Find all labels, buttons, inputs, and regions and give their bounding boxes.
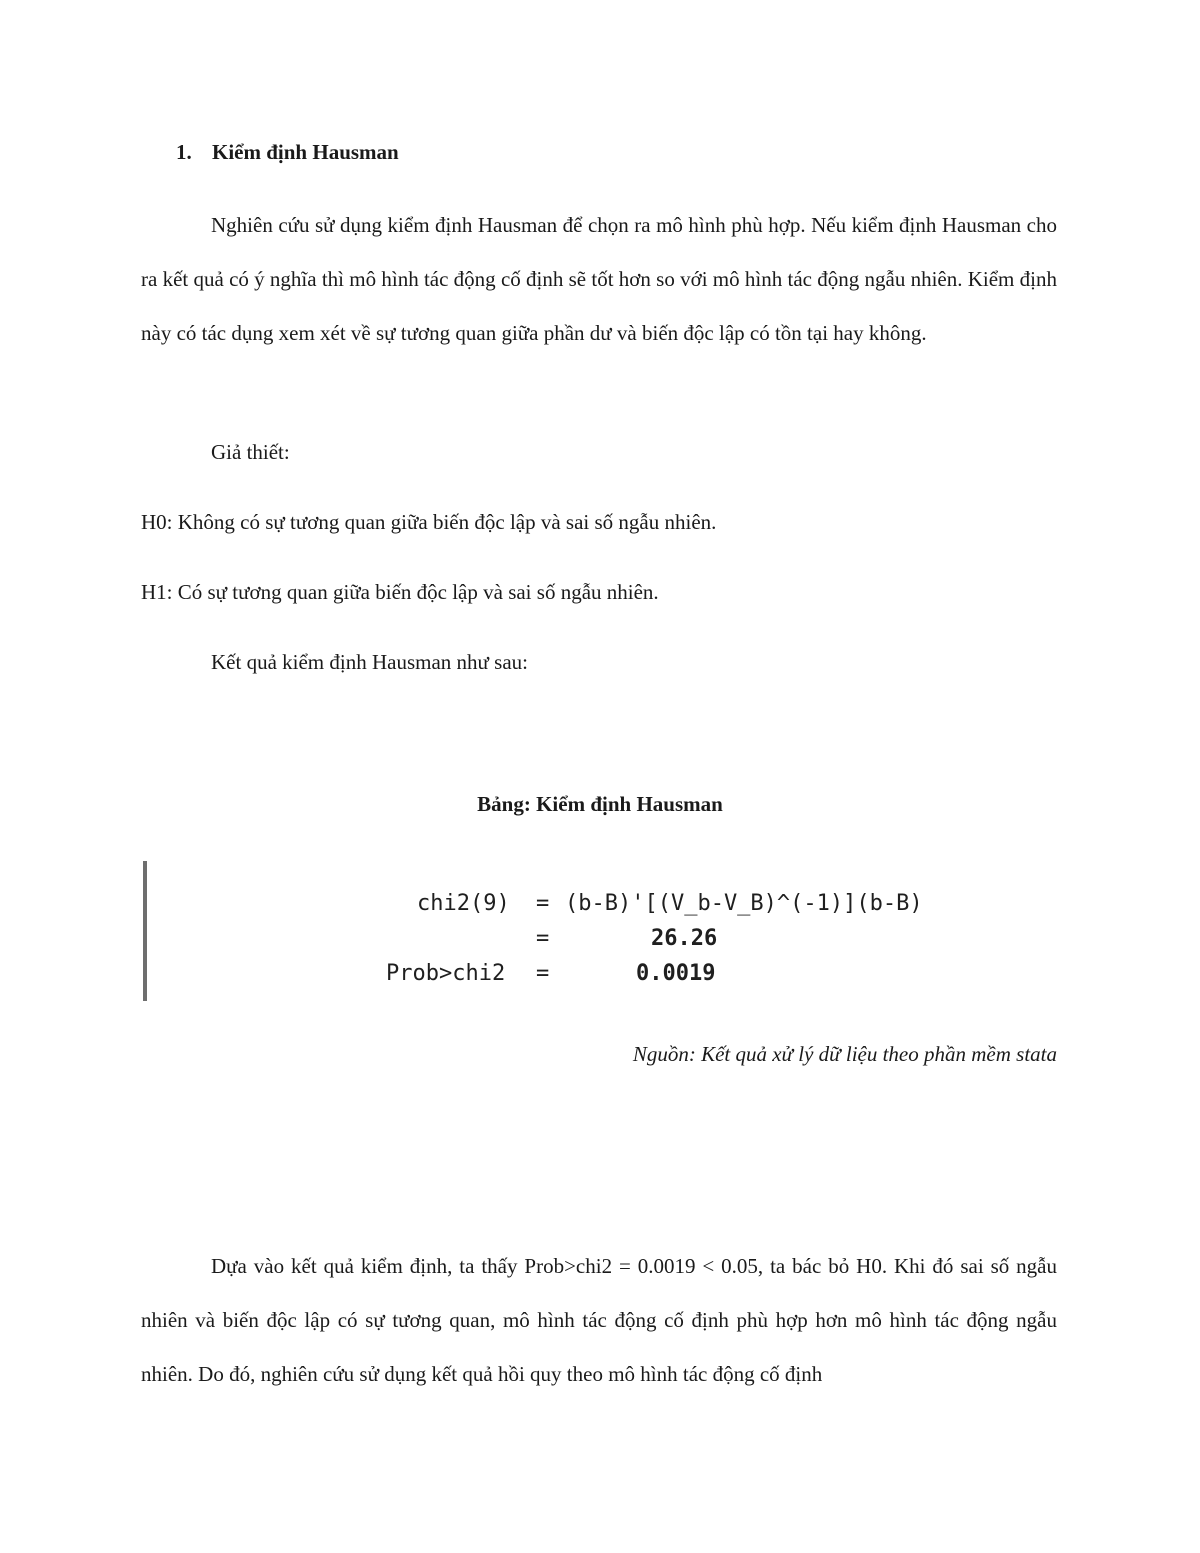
chi2-value: 26.26 [651,926,718,951]
prob-equals: = [536,961,550,986]
section-title: Kiểm định Hausman [212,140,399,164]
hypothesis-label: Giả thiết: [211,440,290,464]
result-intro: Kết quả kiểm định Hausman như sau: [211,650,528,674]
intro-paragraph [141,198,1057,360]
hausman-formula: (b-B)'[(V_b-V_B)^(-1)](b-B) [565,891,923,916]
table-title: Bảng: Kiểm định Hausman [477,792,723,816]
table-source: Nguồn: Kết quả xử lý dữ liệu theo phần mềm stata [632,1042,1057,1066]
section-number: 1. [176,140,192,164]
chi2-equals: = [536,891,550,916]
conclusion-paragraph [141,1239,1057,1401]
conclusion-paragraph-text: Dựa vào kết quả kiểm định, ta thấy Prob>chi2 = 0.0019 < 0.05, ta bác bỏ H0. Khi đó sai số ngẫu nhiên và biến độc lập có sự tương quan, mô hình tác động cố định phù hợp hơn mô hình tác động ngẫu nhiên. Do đó, nghiên cứu sử dụng kết quả hồi quy theo mô hình tác động cố định [141,1254,1057,1386]
quote-bar [143,861,147,1001]
prob-value: 0.0019 [636,961,716,986]
section-heading [176,140,399,165]
prob-label: Prob>chi2 [386,961,506,986]
hypothesis-h1: H1: Có sự tương quan giữa biến độc lập và sai số ngẫu nhiên. [141,580,659,604]
value-equals: = [536,926,550,951]
stata-output-image [143,861,1043,1001]
chi2-label: chi2(9) [417,891,510,916]
hypothesis-h0: H0: Không có sự tương quan giữa biến độc lập và sai số ngẫu nhiên. [141,510,717,534]
intro-paragraph-text: Nghiên cứu sử dụng kiểm định Hausman để chọn ra mô hình phù hợp. Nếu kiểm định Hausman cho ra kết quả có ý nghĩa thì mô hình tác động cố định sẽ tốt hơn so với mô hình tác động ngẫu nhiên. Kiểm định này có tác dụng xem xét về sự tương quan giữa phần dư và biến độc lập có tồn tại hay không. [141,213,1057,345]
